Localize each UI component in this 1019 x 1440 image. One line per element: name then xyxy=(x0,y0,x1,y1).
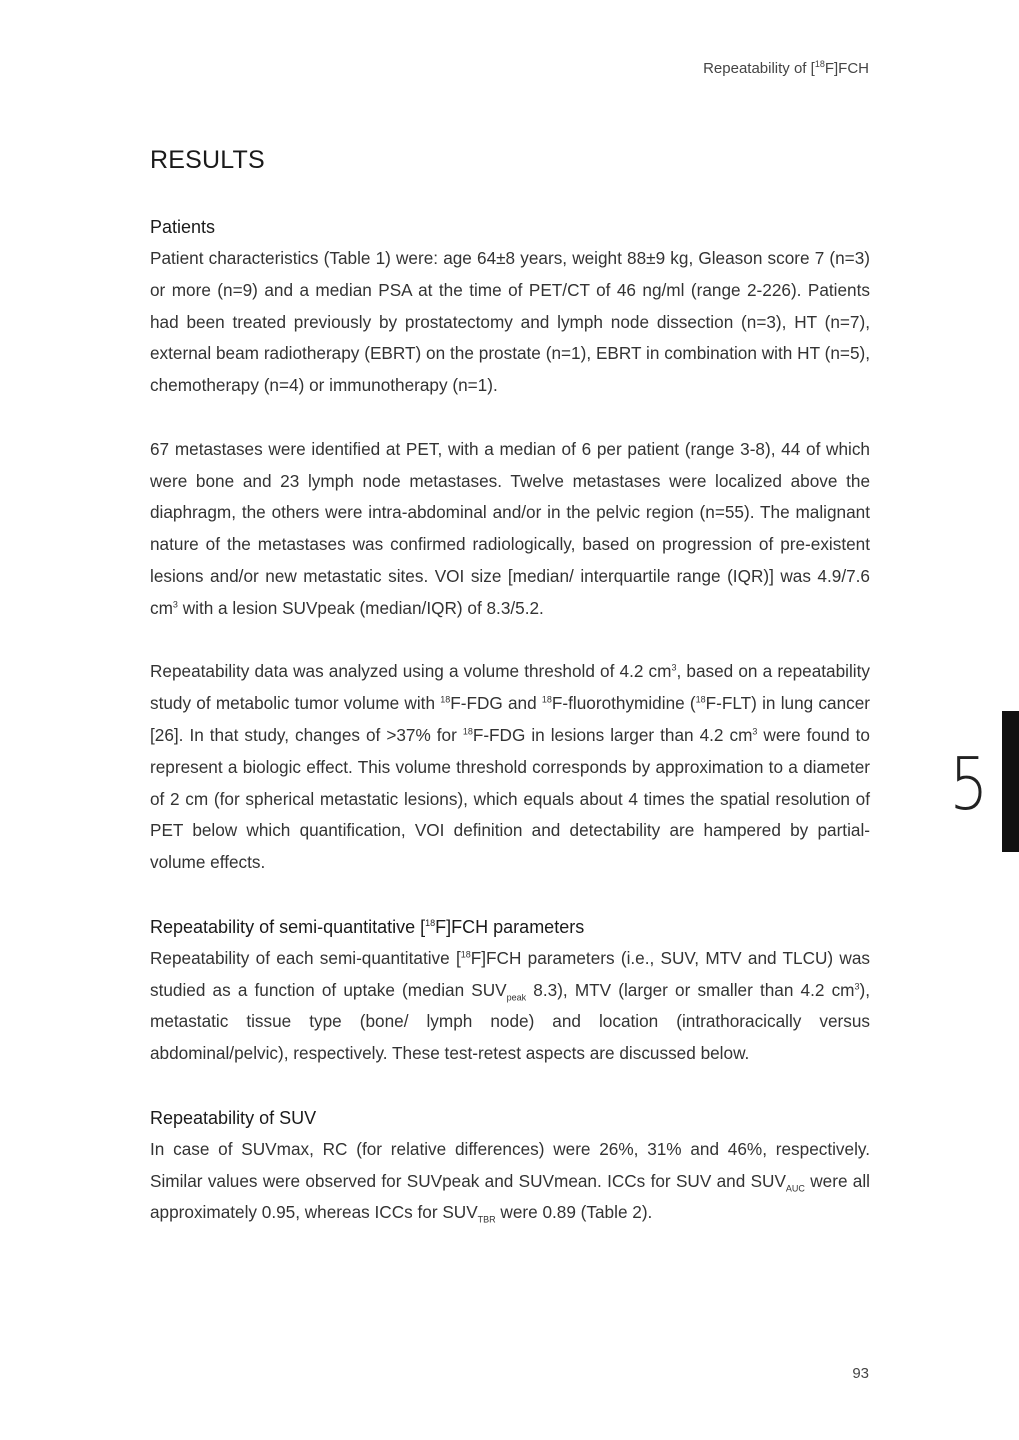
page-number: 93 xyxy=(852,1365,869,1382)
patients-heading: Patients xyxy=(150,217,216,237)
suv-paragraph: In case of SUVmax, RC (for relative differences) were 26%, 31% and 46%, respectively. Similar values were observed for SUVpeak and SUVmean. ICCs for SUV and $SUV_{AUC}$ were all approximately 0.95, whereas ICCs for $SUV_{TBR}$ were 0.89 (Table 2). xyxy=(150,1138,871,1225)
running-header-prefix: Repeatability of [ xyxy=(703,60,815,77)
semi-quantitative-paragraph: Repeatability of each semi-quantitative [$^{18}$F]FCH parameters (i.e., SUV, MTV and TLCU) was studied as a function of uptake (median $SUV_{peak}$ 8.3), MTV (larger or smaller than 4.2 $cm^3$), metastatic tissue type (bone/ lymph node) and location (intrathoracically versus abdominal/pelvic), respectively. These test-retest aspects are discussed below. xyxy=(150,947,871,1064)
running-header xyxy=(703,60,869,77)
suv-heading: Repeatability of SUV xyxy=(150,1107,317,1128)
semi-quantitative-heading: Repeatability of semi-quantitative [$^{18}$F]FCH parameters xyxy=(150,916,585,937)
running-header-sup: 18 xyxy=(814,59,825,69)
running-header-suffix: F]FCH xyxy=(824,60,869,77)
page-content xyxy=(150,146,870,1229)
section-title: RESULTS xyxy=(150,146,265,174)
patients-paragraph-3: Repeatability data was analyzed using a volume threshold of 4.2 $cm^3$, based on a repeatability study of metabolic tumor volume with $^{18}$F-FDG and $^{18}$F-fluorothymidine ($^{18}$F-FLT) in lung cancer [26]. In that study, changes of >37% for $^{18}$F-FDG in lesions larger than 4.2 $cm^3$ were found to represent a biologic effect. This volume threshold corresponds by approximation to a diameter of 2 cm (for spherical metastatic lesions), which equals about 4 times the spatial resolution of PET below which quantification, VOI definition and detectability are hampered by partial-volume effects. xyxy=(150,661,871,873)
patients-paragraph-2: 67 metastases were identified at PET, with a median of 6 per patient (range 3-8), 44 of which were bone and 23 lymph node metastases. Twelve metastases were localized above the diaphragm, the others were intra-abdominal and/or in the pelvic region (n=55). The malignant nature of the metastases was confirmed radiologically, based on progression of pre-existent lesions and/or new metastatic sites. VOI size [median/ interquartile range (IQR)] was 4.9/7.6 $cm^3$ with a lesion SUVpeak (median/IQR) of 8.3/5.2. xyxy=(150,438,870,618)
chapter-number: 5 xyxy=(949,742,989,826)
chapter-tab-marker xyxy=(1002,711,1019,852)
patients-paragraph-1: Patient characteristics (Table 1) were: age 64±8 years, weight 88±9 kg, Gleason score 7 (n=3) or more (n=9) and a median PSA at the time of PET/CT of 46 ng/ml (range 2-226). Patients had been treated previously by prostatectomy and lymph node dissection (n=3), HT (n=7), external beam radiotherapy (EBRT) on the prostate (n=1), EBRT in combination with HT (n=5), chemotherapy (n=4) or immunotherapy (n=1). xyxy=(150,248,870,396)
